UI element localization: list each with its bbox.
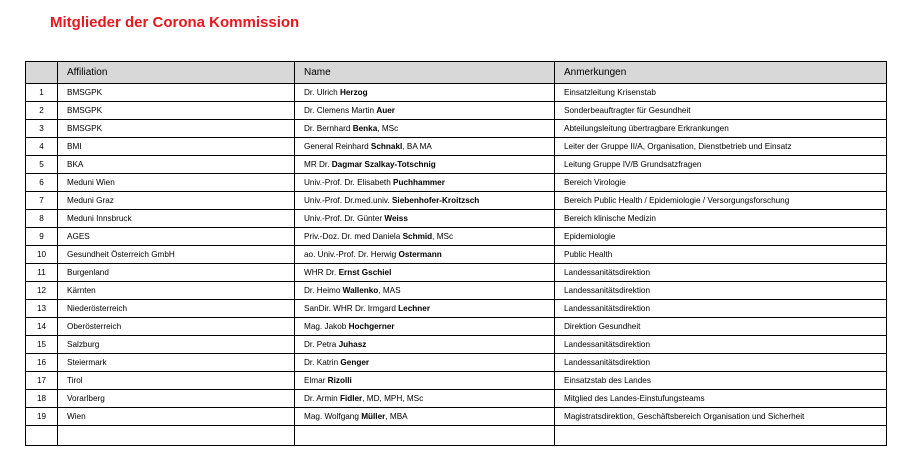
table-row — [26, 300, 887, 318]
table-row — [26, 354, 887, 372]
table-header-row — [26, 62, 887, 84]
name-surname: Benka — [352, 124, 378, 133]
row-note: Landessanitätsdirektion — [555, 264, 887, 282]
name-prefix: Univ.-Prof. Dr. Günter — [304, 214, 385, 223]
row-number: 14 — [26, 318, 58, 336]
row-name — [295, 102, 555, 120]
row-note: Landessanitätsdirektion — [555, 354, 887, 372]
name-surname: Weiss — [384, 214, 408, 223]
row-note: Epidemiologie — [555, 228, 887, 246]
row-affiliation: Wien — [58, 408, 295, 426]
name-surname: Genger — [340, 358, 370, 367]
row-number: 8 — [26, 210, 58, 228]
name-prefix: Dr. Armin — [304, 394, 340, 403]
row-affiliation: Steiermark — [58, 354, 295, 372]
empty-cell — [295, 426, 555, 446]
row-name — [295, 300, 555, 318]
row-affiliation: Vorarlberg — [58, 390, 295, 408]
name-surname: Schnakl — [370, 142, 403, 151]
name-prefix: Dr. Heimo — [304, 286, 343, 295]
row-name — [295, 84, 555, 102]
row-name — [295, 138, 555, 156]
row-number: 16 — [26, 354, 58, 372]
name-prefix: MR Dr. — [304, 160, 332, 169]
column-header-number — [26, 62, 58, 84]
row-affiliation: Oberösterreich — [58, 318, 295, 336]
empty-row — [26, 426, 887, 446]
row-name — [295, 318, 555, 336]
table-row — [26, 228, 887, 246]
row-note: Direktion Gesundheit — [555, 318, 887, 336]
row-number: 3 — [26, 120, 58, 138]
row-affiliation: Meduni Wien — [58, 174, 295, 192]
row-number: 9 — [26, 228, 58, 246]
row-number: 19 — [26, 408, 58, 426]
row-note: Leitung Gruppe IV/B Grundsatzfragen — [555, 156, 887, 174]
row-name — [295, 120, 555, 138]
empty-cell — [58, 426, 295, 446]
name-surname: Herzog — [339, 88, 368, 97]
name-surname: Schmid — [402, 232, 433, 241]
name-suffix: , MD, MPH, MSc — [362, 394, 424, 403]
table-row — [26, 372, 887, 390]
row-note: Bereich klinische Medizin — [555, 210, 887, 228]
row-name — [295, 174, 555, 192]
name-prefix: Priv.-Doz. Dr. med Daniela — [304, 232, 403, 241]
name-prefix: Mag. Jakob — [304, 322, 349, 331]
row-name — [295, 192, 555, 210]
name-prefix: WHR Dr. — [304, 268, 339, 277]
row-number: 15 — [26, 336, 58, 354]
row-note: Mitglied des Landes-Einstufungsteams — [555, 390, 887, 408]
row-name — [295, 408, 555, 426]
row-affiliation: BMSGPK — [58, 102, 295, 120]
name-suffix: , MAS — [378, 286, 401, 295]
row-note: Landessanitätsdirektion — [555, 300, 887, 318]
name-suffix: , BA MA — [402, 142, 432, 151]
table-row — [26, 336, 887, 354]
table-row — [26, 120, 887, 138]
table-row — [26, 192, 887, 210]
name-prefix: Univ.-Prof. Dr. Elisabeth — [304, 178, 394, 187]
row-note: Landessanitätsdirektion — [555, 336, 887, 354]
row-affiliation: Meduni Innsbruck — [58, 210, 295, 228]
row-affiliation: Meduni Graz — [58, 192, 295, 210]
row-name — [295, 246, 555, 264]
row-affiliation: AGES — [58, 228, 295, 246]
row-number: 5 — [26, 156, 58, 174]
row-number: 1 — [26, 84, 58, 102]
row-affiliation: Burgenland — [58, 264, 295, 282]
row-affiliation: Salzburg — [58, 336, 295, 354]
table-row — [26, 282, 887, 300]
row-note: Abteilungsleitung übertragbare Erkrankungen — [555, 120, 887, 138]
row-name — [295, 264, 555, 282]
row-affiliation: Tirol — [58, 372, 295, 390]
row-affiliation: BMI — [58, 138, 295, 156]
row-affiliation: Gesundheit Österreich GmbH — [58, 246, 295, 264]
row-name — [295, 156, 555, 174]
row-number: 4 — [26, 138, 58, 156]
row-note: Public Health — [555, 246, 887, 264]
row-number: 10 — [26, 246, 58, 264]
name-prefix: General Reinhard — [304, 142, 371, 151]
name-prefix: Dr. Katrin — [304, 358, 341, 367]
name-surname: Auer — [376, 106, 395, 115]
row-number: 2 — [26, 102, 58, 120]
row-number: 11 — [26, 264, 58, 282]
row-number: 18 — [26, 390, 58, 408]
row-affiliation: Niederösterreich — [58, 300, 295, 318]
name-prefix: Dr. Petra — [304, 340, 339, 349]
table-row — [26, 264, 887, 282]
table-row — [26, 174, 887, 192]
name-surname: Fidler — [339, 394, 363, 403]
table-row — [26, 102, 887, 120]
table-row — [26, 408, 887, 426]
column-header-notes: Anmerkungen — [555, 62, 887, 84]
name-surname: Siebenhofer-Kroitzsch — [391, 196, 480, 205]
row-affiliation: BMSGPK — [58, 120, 295, 138]
row-note: Sonderbeauftragter für Gesundheit — [555, 102, 887, 120]
name-surname: Juhasz — [338, 340, 367, 349]
row-number: 17 — [26, 372, 58, 390]
name-prefix: Dr. Ulrich — [304, 88, 340, 97]
row-name — [295, 336, 555, 354]
row-name — [295, 354, 555, 372]
row-note: Einsatzstab des Landes — [555, 372, 887, 390]
empty-cell — [26, 426, 58, 446]
name-suffix: , MSc — [377, 124, 399, 133]
name-surname: Ostermann — [398, 250, 442, 259]
column-header-name: Name — [295, 62, 555, 84]
name-prefix: Elmar — [304, 376, 328, 385]
table-row — [26, 390, 887, 408]
row-affiliation: Kärnten — [58, 282, 295, 300]
table-row — [26, 156, 887, 174]
row-number: 12 — [26, 282, 58, 300]
name-surname: Müller — [361, 412, 386, 421]
name-prefix: Dr. Bernhard — [304, 124, 353, 133]
name-surname: Dagmar Szalkay-Totschnig — [331, 160, 436, 169]
row-affiliation: BMSGPK — [58, 84, 295, 102]
table-body — [26, 84, 887, 446]
column-header-affiliation: Affiliation — [58, 62, 295, 84]
name-suffix: , MSc — [432, 232, 454, 241]
name-prefix: SanDir. WHR Dr. Irmgard — [304, 304, 399, 313]
row-number: 6 — [26, 174, 58, 192]
name-prefix: Dr. Clemens Martin — [304, 106, 377, 115]
document-title: Mitglieder der Corona Kommission — [50, 14, 300, 31]
name-surname: Puchhammer — [393, 178, 445, 187]
empty-cell — [555, 426, 887, 446]
name-surname: Rizolli — [327, 376, 352, 385]
row-note: Leiter der Gruppe II/A, Organisation, Dienstbetrieb und Einsatz — [555, 138, 887, 156]
name-surname: Ernst Gschiel — [338, 268, 392, 277]
row-note: Einsatzleitung Krisenstab — [555, 84, 887, 102]
table-row — [26, 246, 887, 264]
name-prefix: Mag. Wolfgang — [304, 412, 362, 421]
row-note: Landessanitätsdirektion — [555, 282, 887, 300]
row-note: Bereich Virologie — [555, 174, 887, 192]
table-row — [26, 84, 887, 102]
name-surname: Hochgerner — [348, 322, 395, 331]
row-name — [295, 372, 555, 390]
row-name — [295, 282, 555, 300]
row-name — [295, 228, 555, 246]
row-number: 13 — [26, 300, 58, 318]
name-surname: Lechner — [398, 304, 431, 313]
members-table — [25, 61, 887, 446]
name-prefix: Univ.-Prof. Dr.med.univ. — [304, 196, 392, 205]
table-row — [26, 318, 887, 336]
name-suffix: , MBA — [385, 412, 408, 421]
table-row — [26, 210, 887, 228]
name-prefix: ao. Univ.-Prof. Dr. Herwig — [304, 250, 399, 259]
row-name — [295, 390, 555, 408]
row-affiliation: BKA — [58, 156, 295, 174]
row-note: Magistratsdirektion, Geschäftsbereich Organisation und Sicherheit — [555, 408, 887, 426]
table-row — [26, 138, 887, 156]
name-surname: Wallenko — [342, 286, 379, 295]
row-note: Bereich Public Health / Epidemiologie / Versorgungsforschung — [555, 192, 887, 210]
row-number: 7 — [26, 192, 58, 210]
row-name — [295, 210, 555, 228]
